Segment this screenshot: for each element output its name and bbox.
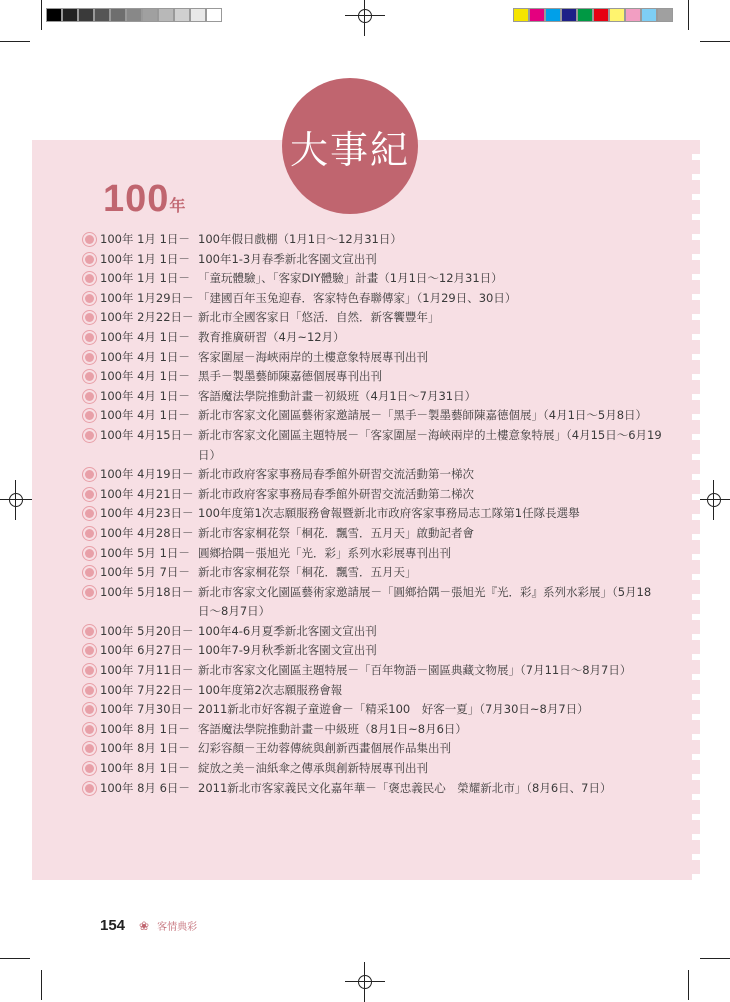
event-item (82, 720, 662, 740)
color-swatch (577, 8, 593, 22)
event-description: 100年度第1次志願服務會報暨新北市政府客家事務局志工隊第1任隊長選舉 (198, 506, 580, 521)
color-swatch (641, 8, 657, 22)
event-description: 新北市客家桐花祭「桐花．飄雪．五月天」啟動記者會 (198, 525, 474, 540)
color-swatch (142, 8, 158, 22)
event-item (82, 524, 662, 544)
page-number: 154 (100, 917, 126, 934)
event-description: 100年4-6月夏季新北客園文宣出刊 (198, 623, 377, 638)
color-swatch (206, 8, 222, 22)
event-description: 100年1-3月春季新北客園文宣出刊 (198, 251, 377, 266)
event-date: 100年 4月28日－ (100, 525, 194, 540)
color-swatch (561, 8, 577, 22)
event-date: 100年 5月18日－ (100, 584, 194, 599)
event-description: 新北市客家文化園區藝術家邀請展－「圓鄉拾隅－張旭光『光．彩』系列水彩展」（5月18日～8月7日） (198, 584, 652, 619)
event-description: 「童玩體驗」、「客家DIY體驗」計畫（1月1日～12月31日） (198, 271, 503, 286)
event-item (82, 485, 662, 505)
registration-mark (4, 488, 28, 512)
bullet-icon (82, 485, 100, 505)
event-date: 100年 1月 1日－ (100, 251, 190, 266)
event-description: 新北市客家文化園區主題特展－「百年物語－園區典藏文物展」（7月11日～8月7日） (198, 663, 632, 678)
event-date: 100年 4月 1日－ (100, 329, 190, 344)
event-date: 100年 4月23日－ (100, 506, 194, 521)
event-date: 100年 7月22日－ (100, 682, 194, 697)
bullet-icon (82, 544, 100, 564)
crop-mark (41, 970, 42, 1000)
crop-mark (700, 958, 730, 959)
color-swatch (158, 8, 174, 22)
bullet-icon (82, 583, 100, 622)
bullet-icon (82, 739, 100, 759)
event-date: 100年 6月27日－ (100, 643, 194, 658)
bullet-icon (82, 328, 100, 348)
event-date: 100年 8月 1日－ (100, 721, 190, 736)
bullet-icon (82, 406, 100, 426)
event-item (82, 406, 662, 426)
flower-icon: ❀ (139, 918, 150, 933)
event-item (82, 563, 662, 583)
bullet-icon (82, 700, 100, 720)
bullet-icon (82, 289, 100, 309)
event-description: 幻彩容顏－王幼蓉傳統與創新西畫個展作品集出刊 (198, 741, 451, 756)
event-item (82, 779, 662, 799)
crop-mark (41, 0, 42, 30)
crop-mark (0, 958, 30, 959)
event-date: 100年 4月 1日－ (100, 388, 190, 403)
page-footer (100, 917, 197, 934)
event-date: 100年 1月 1日－ (100, 232, 190, 246)
event-description: 黑手－製墨藝師陳嘉德個展專刊出刊 (198, 369, 382, 384)
event-item (82, 622, 662, 642)
event-item (82, 583, 662, 622)
event-description: 新北市客家文化園區藝術家邀請展－「黑手－製墨藝師陳嘉德個展」（4月1日～5月8日） (198, 408, 648, 423)
color-swatch (190, 8, 206, 22)
color-swatch (513, 8, 529, 22)
event-date: 100年 7月11日－ (100, 663, 194, 678)
bullet-icon (82, 269, 100, 289)
color-swatch (94, 8, 110, 22)
page-title-circle (282, 78, 418, 214)
event-date: 100年 4月 1日－ (100, 369, 190, 384)
bullet-icon (82, 250, 100, 270)
event-item (82, 544, 662, 564)
event-description: 新北市政府客家事務局春季館外研習交流活動第二梯次 (198, 486, 474, 501)
color-swatch (609, 8, 625, 22)
color-swatch (126, 8, 142, 22)
event-description: 圓鄉拾隅－張旭光「光．彩」系列水彩展專刊出刊 (198, 545, 451, 560)
color-swatch (625, 8, 641, 22)
color-swatch (174, 8, 190, 22)
event-date: 100年 8月 1日－ (100, 761, 190, 776)
event-description: 綻放之美－油紙傘之傳承與創新特展專刊出刊 (198, 761, 428, 776)
grey-color-bar (46, 8, 222, 22)
event-item (82, 230, 662, 250)
bullet-icon (82, 348, 100, 368)
event-description: 2011新北市客家義民文化嘉年華－「褒忠義民心 榮耀新北市」（8月6日、7日） (198, 780, 612, 795)
color-swatch (529, 8, 545, 22)
event-item (82, 641, 662, 661)
registration-mark (702, 488, 726, 512)
event-item (82, 700, 662, 720)
event-item (82, 739, 662, 759)
page-title: 大事紀 (289, 127, 410, 172)
event-description: 2011新北市好客親子童遊會－「精采100 好客一夏」（7月30日~8月7日） (198, 702, 589, 717)
crop-mark (0, 41, 30, 42)
event-item (82, 661, 662, 681)
event-item (82, 465, 662, 485)
event-date: 100年 5月20日－ (100, 623, 194, 638)
event-date: 100年 5月 1日－ (100, 545, 190, 560)
year-heading (103, 178, 185, 221)
color-swatch (46, 8, 62, 22)
event-description: 「建國百年玉兔迎春．客家特色春聯傳家」（1月29日、30日） (198, 290, 517, 305)
bullet-icon (82, 661, 100, 681)
event-description: 客語魔法學院推動計畫－初級班（4月1日～7月31日） (198, 388, 477, 403)
event-description: 新北市政府客家事務局春季館外研習交流活動第一梯次 (198, 467, 474, 482)
color-swatch (62, 8, 78, 22)
event-date: 100年 2月22日－ (100, 310, 194, 325)
bullet-icon (82, 367, 100, 387)
event-date: 100年 4月19日－ (100, 467, 194, 482)
event-item (82, 681, 662, 701)
crop-mark (700, 41, 730, 42)
event-item (82, 367, 662, 387)
events-list (82, 230, 662, 798)
event-item (82, 269, 662, 289)
event-description: 客家圍屋－海峽兩岸的土樓意象特展專刊出刊 (198, 349, 428, 364)
event-description: 100年假日戲棚（1月1日～12月31日） (198, 232, 402, 246)
event-date: 100年 8月 6日－ (100, 780, 190, 795)
event-date: 100年 4月21日－ (100, 486, 194, 501)
event-description: 新北市全國客家日「悠活．自然．新客饗豐年」 (198, 310, 440, 325)
event-date: 100年 4月15日－ (100, 427, 194, 442)
event-item (82, 250, 662, 270)
event-description: 教育推廣研習（4月~12月） (198, 329, 345, 344)
bullet-icon (82, 504, 100, 524)
year-unit: 年 (169, 198, 186, 215)
event-description: 100年度第2次志願服務會報 (198, 682, 343, 697)
event-date: 100年 5月 7日－ (100, 565, 190, 580)
color-swatch (78, 8, 94, 22)
event-date: 100年 4月 1日－ (100, 408, 190, 423)
event-date: 100年 1月 1日－ (100, 271, 190, 286)
bullet-icon (82, 779, 100, 799)
registration-mark (353, 970, 377, 994)
bullet-icon (82, 563, 100, 583)
registration-mark (353, 4, 377, 28)
event-date: 100年 1月29日－ (100, 290, 194, 305)
bullet-icon (82, 759, 100, 779)
bullet-icon (82, 720, 100, 740)
bullet-icon (82, 426, 100, 465)
event-item (82, 504, 662, 524)
event-item (82, 308, 662, 328)
event-date: 100年 7月30日－ (100, 702, 194, 717)
event-item (82, 759, 662, 779)
color-swatch (110, 8, 126, 22)
event-item (82, 387, 662, 407)
year-number: 100 (103, 178, 170, 220)
bullet-icon (82, 230, 100, 250)
crop-mark (688, 970, 689, 1000)
event-description: 新北市客家文化園區主題特展－「客家圍屋－海峽兩岸的土樓意象特展」（4月15日～6月19日） (198, 427, 662, 462)
event-description: 客語魔法學院推動計畫－中級班（8月1日~8月6日） (198, 721, 467, 736)
event-item (82, 426, 662, 465)
bullet-icon (82, 641, 100, 661)
color-swatch (657, 8, 673, 22)
section-title: 客情典彩 (157, 922, 198, 933)
process-color-bar (513, 8, 673, 22)
event-date: 100年 8月 1日－ (100, 741, 190, 756)
event-description: 新北市客家桐花祭「桐花．飄雪．五月天」 (198, 565, 417, 580)
event-date: 100年 4月 1日－ (100, 349, 190, 364)
color-swatch (593, 8, 609, 22)
bullet-icon (82, 387, 100, 407)
bullet-icon (82, 681, 100, 701)
bullet-icon (82, 524, 100, 544)
event-description: 100年7-9月秋季新北客園文宣出刊 (198, 643, 377, 658)
event-item (82, 289, 662, 309)
bullet-icon (82, 465, 100, 485)
event-item (82, 328, 662, 348)
crop-mark (688, 0, 689, 30)
event-item (82, 348, 662, 368)
bullet-icon (82, 622, 100, 642)
bullet-icon (82, 308, 100, 328)
color-swatch (545, 8, 561, 22)
